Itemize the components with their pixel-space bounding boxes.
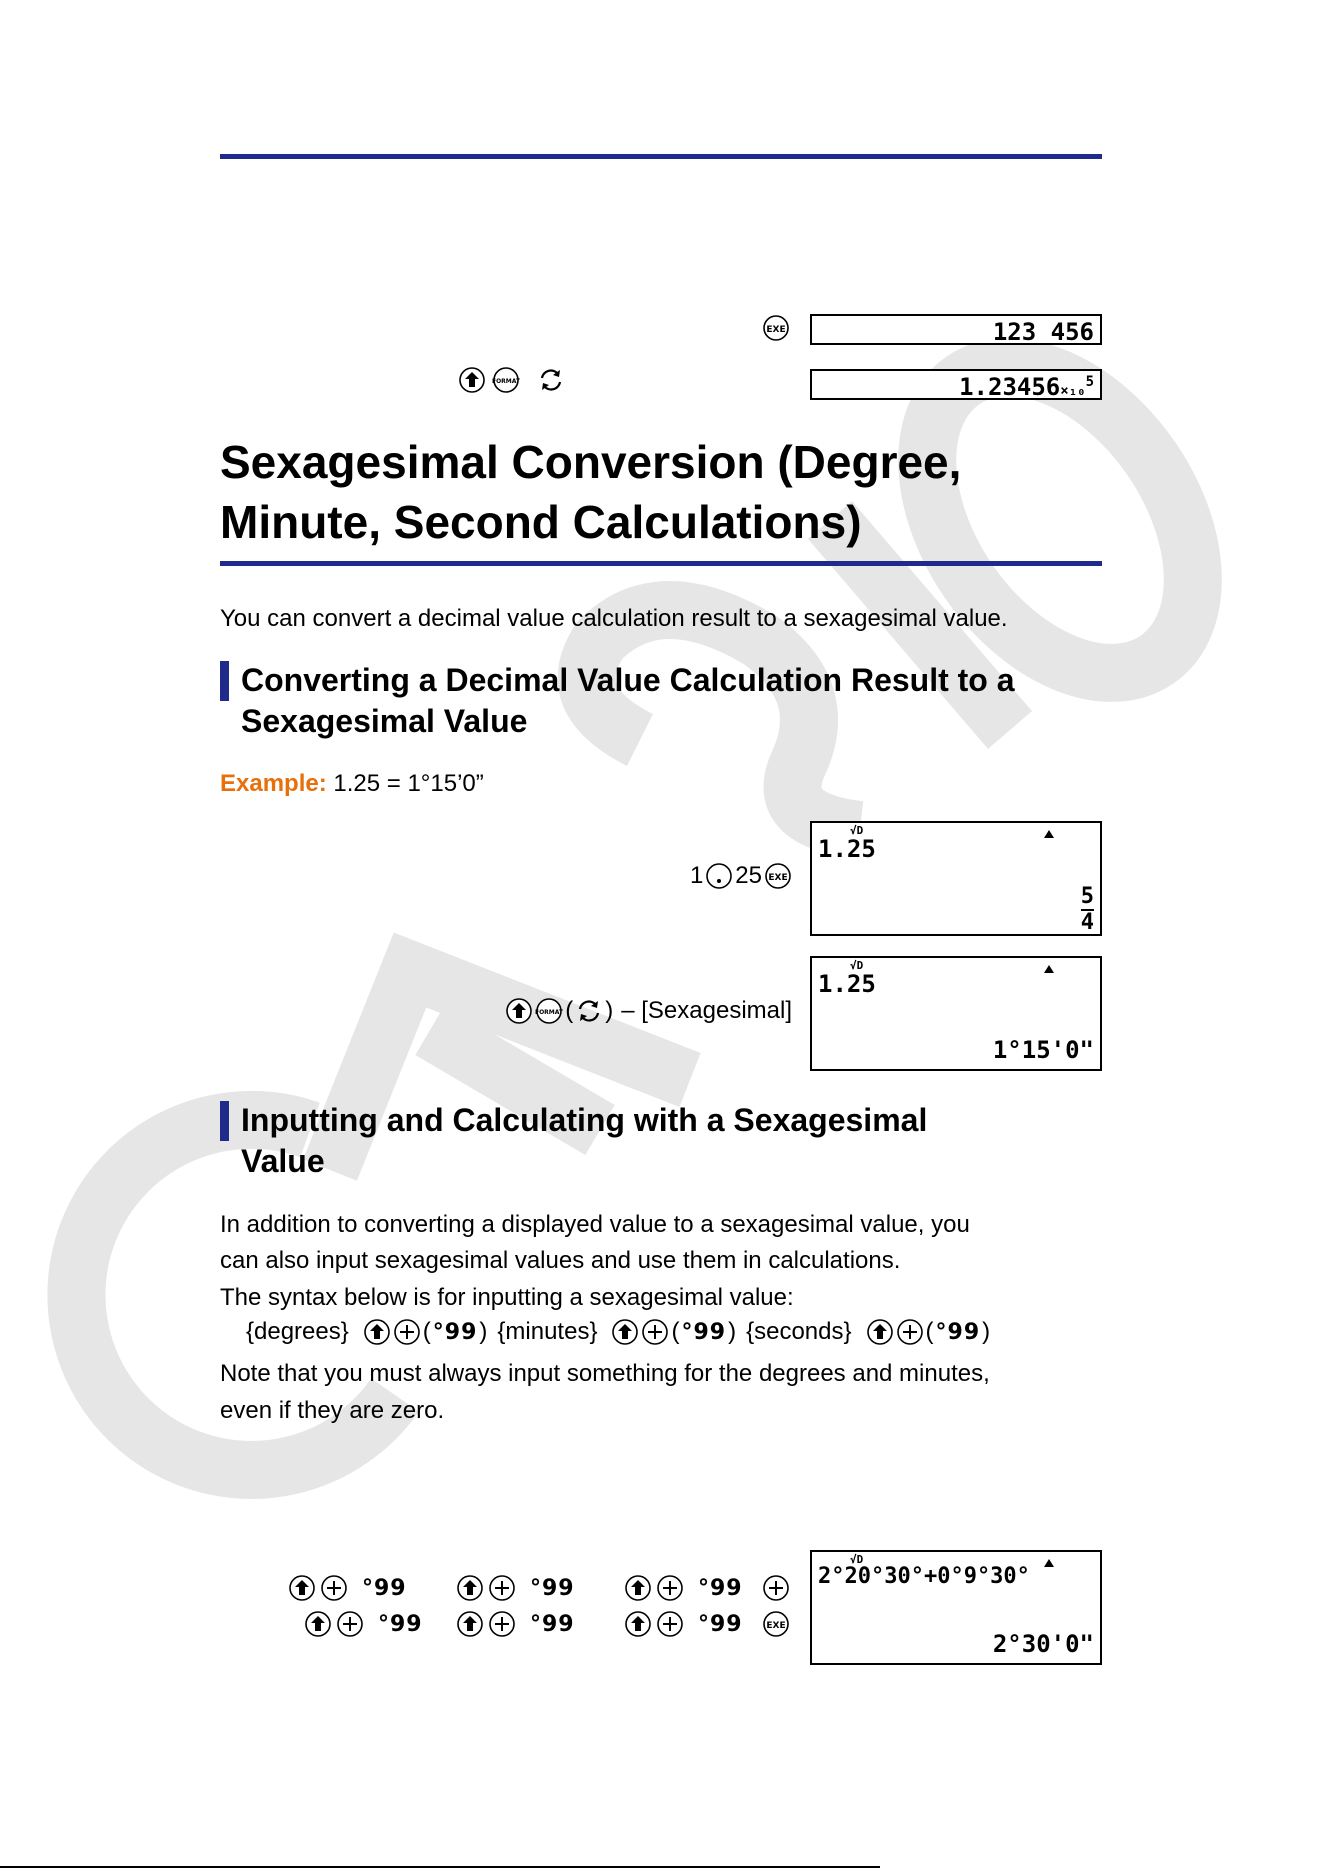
- section-title-line1: Sexagesimal Conversion (Degree,: [220, 436, 962, 488]
- shift-key-icon: [363, 1318, 391, 1346]
- paren-close: ): [982, 1318, 991, 1345]
- plus-key-icon: [762, 1574, 790, 1602]
- svg-text:FORMAT: FORMAT: [535, 1009, 564, 1016]
- plus-key-icon: [656, 1610, 684, 1638]
- cycle-icon: [575, 997, 603, 1025]
- svg-text:FORMAT: FORMAT: [492, 378, 520, 385]
- section-title-line2: Minute, Second Calculations): [220, 496, 862, 548]
- step1-pre: 1: [689, 862, 704, 889]
- shift-key-icon: [505, 997, 533, 1025]
- plus-key-icon: [641, 1318, 669, 1346]
- menu-item-sexagesimal: – [Sexagesimal]: [621, 997, 792, 1024]
- example-line: [220, 766, 484, 802]
- shift-key-icon: [624, 1610, 652, 1638]
- sub2-bar: [220, 1101, 229, 1141]
- display-result: 1°15'0": [992, 1036, 1094, 1064]
- syntax-seconds: {seconds}: [746, 1318, 852, 1345]
- plus-key-icon: [896, 1318, 924, 1346]
- sub2-para5: even if they are zero.: [220, 1397, 445, 1424]
- shift-format-keys: [458, 366, 566, 394]
- display-input: 1.25: [818, 970, 876, 998]
- times-ten: ×₁₀: [1060, 383, 1086, 399]
- paren-open: (: [671, 1318, 680, 1345]
- status-indicators: √D: [850, 1553, 864, 1566]
- dms-symbol: °99: [698, 1611, 743, 1637]
- dms-symbol: °99: [378, 1611, 423, 1637]
- display-input: 2°20°30°+0°9°30°: [818, 1564, 1030, 1589]
- display-sexagesimal: [810, 956, 1102, 1071]
- mantissa: 1.23456: [959, 373, 1061, 401]
- bottom-rule: [0, 1866, 880, 1868]
- dms-symbol: °99: [530, 1575, 575, 1601]
- scroll-up-icon: [1043, 964, 1055, 974]
- plus-key-icon: [336, 1610, 364, 1638]
- plus-key-icon: [488, 1610, 516, 1638]
- format-key-icon: [535, 997, 563, 1025]
- exponent: 5: [1085, 374, 1094, 390]
- scroll-up-icon: [1043, 829, 1055, 839]
- key-sequence-row1: [288, 1574, 790, 1602]
- decimal-point-key-icon: [705, 862, 733, 890]
- step1-post: 25: [735, 862, 762, 889]
- example-label: Example:: [220, 770, 327, 797]
- shift-key-icon: [288, 1574, 316, 1602]
- sub1-bar: [220, 661, 229, 701]
- paren-open: (: [422, 1318, 431, 1345]
- sub1-title-line2: Sexagesimal Value: [241, 703, 528, 739]
- status-indicators: √D: [850, 824, 864, 837]
- display-result: 2°30'0": [992, 1630, 1094, 1658]
- shift-key-icon: [611, 1318, 639, 1346]
- plus-key-icon: [656, 1574, 684, 1602]
- svg-text:EXE: EXE: [768, 873, 788, 883]
- section-intro: You can convert a decimal value calculation result to a sexagesimal value.: [220, 605, 1008, 632]
- paren-open: (: [565, 997, 574, 1024]
- numerator: 5: [1080, 884, 1094, 909]
- top-rule: [220, 154, 1102, 159]
- dms-symbol: °99: [681, 1319, 727, 1345]
- display-input: 1.25: [818, 835, 876, 863]
- dms-symbol: °99: [362, 1575, 407, 1601]
- dms-symbol: °99: [935, 1319, 981, 1345]
- shift-key-icon: [458, 366, 486, 394]
- denominator: 4: [1080, 910, 1094, 935]
- dms-symbol: °99: [432, 1319, 478, 1345]
- dms-symbol: °99: [530, 1611, 575, 1637]
- display-sci-value: [959, 373, 1094, 401]
- plus-key-icon: [320, 1574, 348, 1602]
- sub1-title-line1: Converting a Decimal Value Calculation Result to a: [241, 662, 1015, 698]
- exe-key-icon: [762, 1610, 790, 1638]
- display-value: 123 456: [992, 318, 1094, 346]
- dms-symbol: °99: [698, 1575, 743, 1601]
- sub2-title-line2: Value: [241, 1143, 325, 1179]
- syntax-minutes: {minutes}: [497, 1318, 598, 1345]
- sub2-para2: can also input sexagesimal values and use them in calculations.: [220, 1247, 901, 1274]
- plus-key-icon: [393, 1318, 421, 1346]
- cycle-icon: [536, 366, 566, 394]
- paren-close: ): [605, 997, 614, 1024]
- status-indicators: √D: [850, 959, 864, 972]
- key-sequence-row2: [304, 1610, 790, 1638]
- example-text: 1.25 = 1°15’0”: [333, 770, 484, 797]
- svg-text:EXE: EXE: [766, 325, 786, 335]
- display-sci: [810, 369, 1102, 400]
- syntax-degrees: {degrees}: [246, 1318, 349, 1345]
- display-fraction-result: [1081, 885, 1094, 935]
- paren-close: ): [479, 1318, 488, 1345]
- step1-keys: [690, 862, 792, 890]
- shift-key-icon: [624, 1574, 652, 1602]
- sub2-title-line1: Inputting and Calculating with a Sexagesimal: [241, 1102, 928, 1138]
- section-rule: [220, 561, 1102, 566]
- format-key-icon: [492, 366, 520, 394]
- display-fraction: [810, 821, 1102, 936]
- svg-text:EXE: EXE: [766, 1621, 786, 1631]
- sub2-para3: The syntax below is for inputting a sexagesimal value:: [220, 1284, 794, 1311]
- paren-open: (: [925, 1318, 934, 1345]
- shift-key-icon: [456, 1574, 484, 1602]
- shift-key-icon: [866, 1318, 894, 1346]
- exe-key-icon: [762, 314, 790, 342]
- syntax-line: [246, 1318, 990, 1346]
- shift-key-icon: [304, 1610, 332, 1638]
- paren-close: ): [728, 1318, 737, 1345]
- display-dms-calc: [810, 1550, 1102, 1665]
- display-123456: [810, 314, 1102, 345]
- plus-key-icon: [488, 1574, 516, 1602]
- exe-key-icon: [764, 862, 792, 890]
- sub2-para4: Note that you must always input something for the degrees and minutes,: [220, 1360, 990, 1387]
- scroll-up-icon: [1043, 1558, 1055, 1568]
- sub2-para1: In addition to converting a displayed value to a sexagesimal value, you: [220, 1211, 970, 1238]
- shift-key-icon: [456, 1610, 484, 1638]
- step2-keys: [505, 997, 792, 1025]
